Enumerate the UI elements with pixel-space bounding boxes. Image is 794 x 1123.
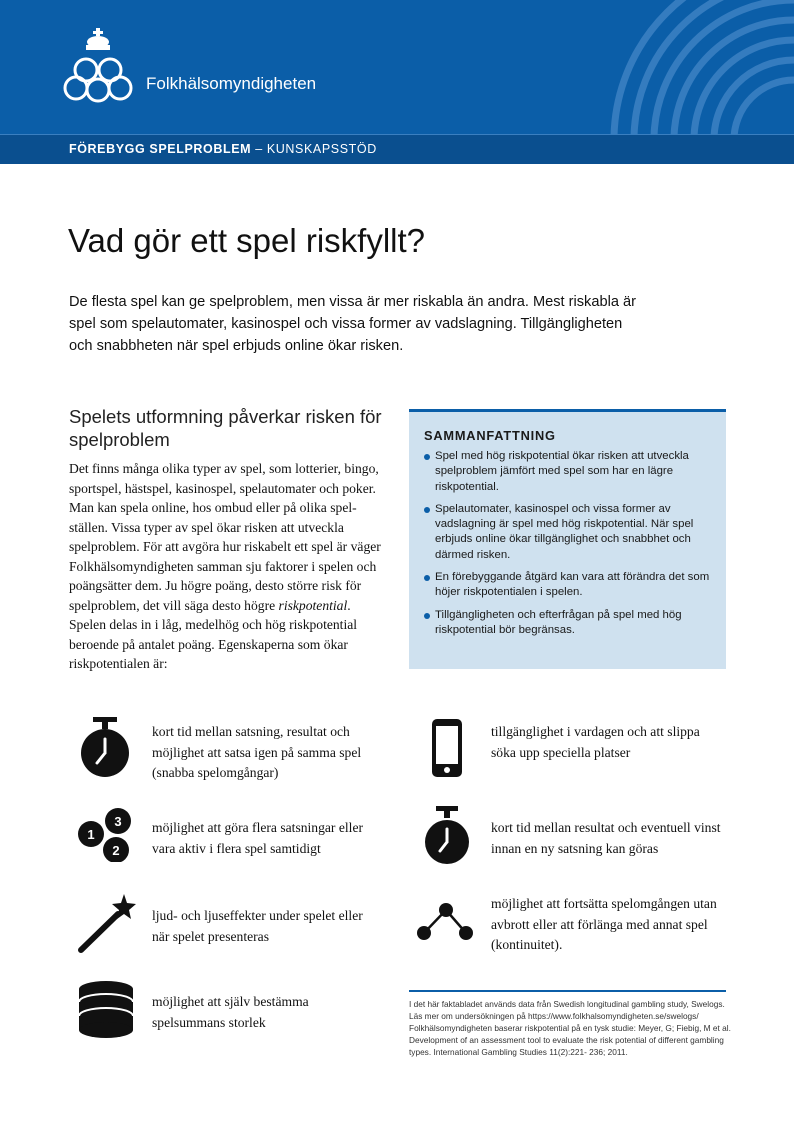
references-divider xyxy=(409,990,726,992)
numbered-circles-icon xyxy=(76,806,132,862)
summary-list xyxy=(424,449,712,638)
stopwatch-icon xyxy=(78,717,132,779)
bullet-icon xyxy=(424,575,430,581)
org-name: Folkhälsomyndigheten xyxy=(146,74,317,93)
coin-stack-icon xyxy=(78,980,134,1042)
feature-text: kort tid mellan satsning, resultat och möjlighet att satsa igen på samma spel (snabba spelomgångar) xyxy=(152,724,362,780)
series-label-rest: – KUNSKAPSSTÖD xyxy=(251,142,377,156)
page-header xyxy=(0,0,794,134)
crown-emblem-icon xyxy=(62,28,138,110)
body-text-italic: riskpotential xyxy=(278,597,348,613)
summary-item xyxy=(424,502,712,563)
decorative-arcs xyxy=(504,0,794,134)
summary-item xyxy=(424,608,712,639)
connected-nodes-icon xyxy=(415,901,475,941)
body-text-part2: . Spelen delas in i låg, medelhög och hög riskpotential beroende på antalet poäng. Egenskaperna som ökar riskpotentialen är: xyxy=(69,597,358,671)
circle-number: 3 xyxy=(114,814,122,829)
page-title: Vad gör ett spel riskfyllt? xyxy=(68,222,426,259)
references-text: I det här faktabladet används data från Swedish longitudinal gambling study, Swelogs. Läs mer om undersökningen på https://www.folkhalsomyndigheten.se/swelogs/ Folkhälsomyndigheten baserar riskpotential på en tysk studie: Meyer, G; Fiebig, M et al. Development of an assessment tool to evaluate the risk potential of different gambling types. International Gambling Studies 11(2):221- 236; 2011. xyxy=(409,999,731,1057)
series-bar xyxy=(0,134,794,164)
bullet-icon xyxy=(424,613,430,619)
summary-item-text: Spel med hög riskpotential ökar risken att utveckla spelproblem jämfört med spel som har en lägre riskpotential. xyxy=(435,450,689,493)
feature-text: kort tid mellan resultat och eventuell vinst innan en ny satsning kan göras xyxy=(491,820,721,856)
summary-box xyxy=(409,409,726,669)
circle-number: 1 xyxy=(87,827,95,842)
body-text-part1: Det finns många olika typer av spel, som lotterier, bingo, sportspel, hästspel, kasinospel, spelautomater och poker. Man kan spela online, hos ombud eller på olika spelställen. Vissa typer av spel ökar risken att utveckla spelproblem. För att avgöra hur riskabelt ett spel är väger Folkhälsomyndigheten samman sju faktorer i spelen och poängsätter dem. Ju högre poäng, desto större risk för spelproblem, det vill säga desto högre xyxy=(69,461,381,613)
summary-item-text: Spelautomater, kasinospel och vissa former av vadslagning är spel med hög riskpotential. När spel erbjuds online ökar tillgänglighet och snabbhet och därmed risken. xyxy=(435,502,694,561)
summary-item xyxy=(424,570,712,601)
summary-item-text: En förebyggande åtgärd kan vara att förändra det som höjer riskpotentialen i spelen. xyxy=(435,571,710,599)
feature-text: möjlighet att fortsätta spelomgången utan avbrott eller att förlänga med annat spel (kontinuitet). xyxy=(491,896,717,952)
feature-text: möjlighet att göra flera satsningar eller vara aktiv i flera spel samtidigt xyxy=(152,820,364,856)
mobile-phone-icon xyxy=(431,718,463,778)
magic-wand-icon xyxy=(76,892,138,954)
stopwatch-icon xyxy=(422,806,472,866)
feature-text: tillgänglighet i vardagen och att slippa söka upp speciella platser xyxy=(491,724,700,760)
lead-paragraph: De flesta spel kan ge spelproblem, men vissa är mer riskabla än andra. Mest riskabla är spel som spelautomater, kasinospel och vissa former av vadslagning. Tillgängligheten och snabbheten när spel erbjuds online ökar risken. xyxy=(69,294,636,354)
circle-number: 2 xyxy=(112,843,120,858)
summary-item-text: Tillgängligheten och efterfrågan på spel med hög riskpotential bör begränsas. xyxy=(435,608,682,636)
bullet-icon xyxy=(424,454,430,460)
feature-text: möjlighet att själv bestämma spelsummans storlek xyxy=(152,994,309,1030)
bullet-icon xyxy=(424,507,430,513)
summary-heading: SAMMANFATTNING xyxy=(424,428,556,443)
section-body xyxy=(69,459,389,674)
section-heading: Spelets utformning påverkar risken för spelproblem xyxy=(69,406,382,450)
summary-item xyxy=(424,449,712,495)
feature-text: ljud- och ljuseffekter under spelet eller när spelet presenteras xyxy=(152,908,363,944)
series-label-bold: FÖREBYGG SPELPROBLEM xyxy=(69,142,252,156)
series-label xyxy=(69,142,377,156)
